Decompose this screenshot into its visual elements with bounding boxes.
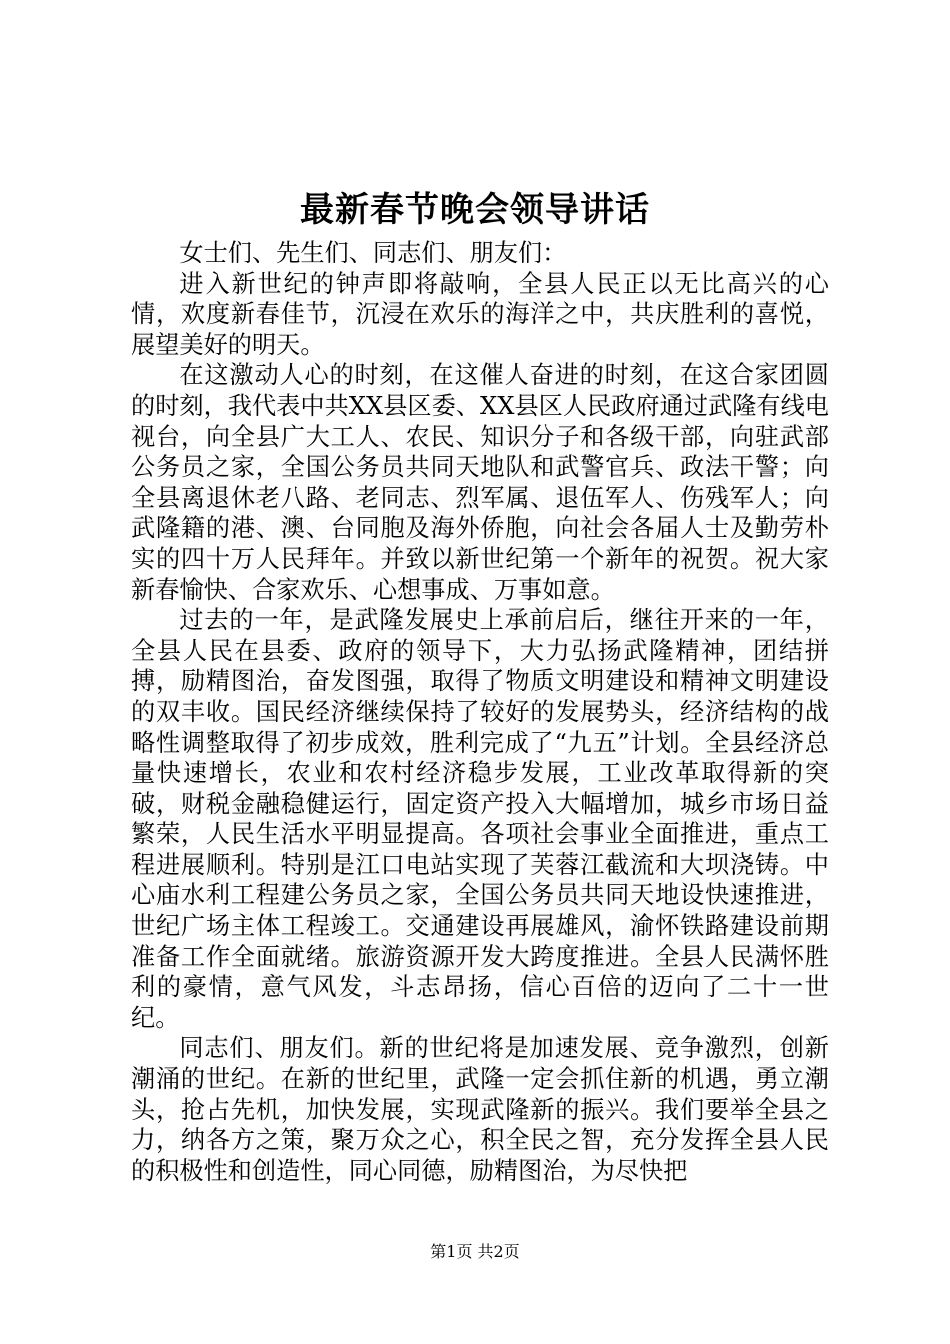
body-paragraph: 过去的一年，是武隆发展史上承前启后，继往开来的一年，全县人民在县委、政府的领导下，大力弘扬武隆精神，团结拼搏，励精图治，奋发图强，取得了物质文明建设和精神文明建设的双丰收。国民经济继续保持了较好的发展势头，经济结构的战略性调整取得了初步成效，胜利完成了“九五”计划。全县经济总量快速增长，农业和农村经济稳步发展，工业改革取得新的突破，财税金融稳健运行，固定资产投入大幅增加，城乡市场日益繁荣，人民生活水平明显提高。各项社会事业全面推进，重点工程进展顺利。特别是江口电站实现了芙蓉江截流和大坝浇铸。中心庙水利工程建公务员之家，全国公务员共同天地设快速推进，世纪广场主体工程竣工。交通建设再展雄风，渝怀铁路建设前期准备工作全面就绪。旅游资源开发大跨度推进。全县人民满怀胜利的豪情，意气风发，斗志昂扬，信心百倍的迈向了二十一世纪。 xyxy=(131,606,829,1032)
document-title: 最新春节晚会领导讲话 xyxy=(300,190,650,230)
page-number-footer: 第1页 共2页 xyxy=(430,1242,520,1261)
document-body xyxy=(131,238,829,1186)
body-paragraph: 在这激动人心的时刻，在这催人奋进的时刻，在这合家团圆的时刻，我代表中共XX县区委、XX县区人民政府通过武隆有线电视台，向全县广大工人、农民、知识分子和各级干部，向驻武部公务员之家，全国公务员共同天地队和武警官兵、政法干警；向全县离退休老八路、老同志、烈军属、退伍军人、伤残军人；向武隆籍的港、澳、台同胞及海外侨胞，向社会各届人士及勤劳朴实的四十万人民拜年。并致以新世纪第一个新年的祝贺。祝大家新春愉快、合家欢乐、心想事成、万事如意。 xyxy=(131,361,829,604)
body-paragraph: 进入新世纪的钟声即将敲响，全县人民正以无比高兴的心情，欢度新春佳节，沉浸在欢乐的海洋之中，共庆胜利的喜悦，展望美好的明天。 xyxy=(131,269,829,359)
salutation-paragraph: 女士们、先生们、同志们、朋友们： xyxy=(179,239,567,267)
body-paragraph: 同志们、朋友们。新的世纪将是加速发展、竞争激烈，创新潮涌的世纪。在新的世纪里，武隆一定会抓住新的机遇，勇立潮头，抢占先机，加快发展，实现武隆新的振兴。我们要举全县之力，纳各方之策，聚万众之心，积全民之智，充分发挥全县人民的积极性和创造性，同心同德，励精图治，为尽快把 xyxy=(131,1034,829,1185)
